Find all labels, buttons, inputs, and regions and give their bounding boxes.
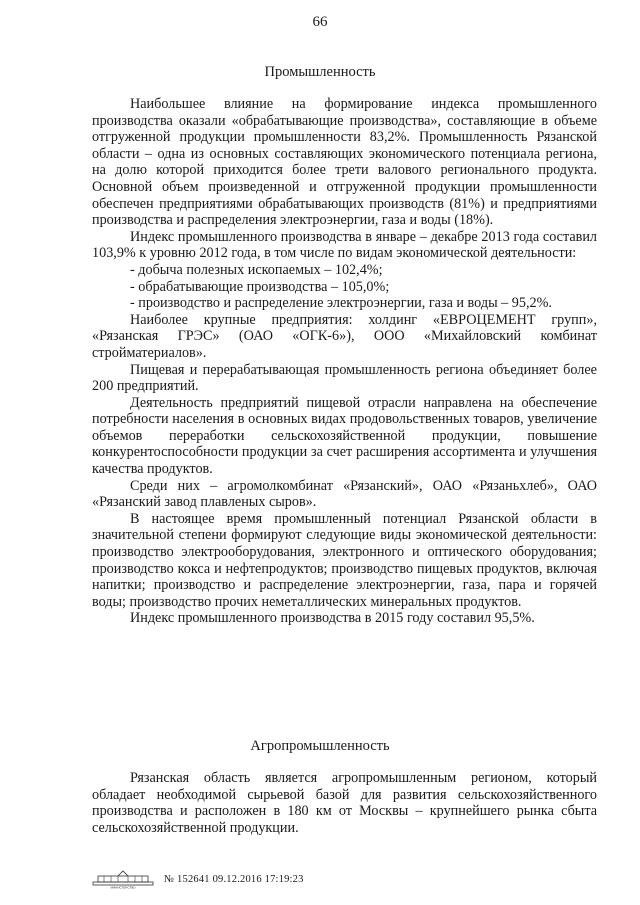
stamp-logo-caption: МИНИСТЕРСТВО bbox=[110, 885, 136, 889]
list-item: - обрабатывающие производства – 105,0%; bbox=[130, 278, 390, 295]
stamp-registration-text: № 152641 09.12.2016 17:19:23 bbox=[164, 873, 304, 885]
paragraph: Индекс промышленного производства в январе – декабре 2013 года составил 103,9% к уровню 2012 года, в том числе по видам экономической деятельности: bbox=[92, 228, 597, 262]
paragraph: Наиболее крупные предприятия: холдинг «ЕВРОЦЕМЕНТ групп», «Рязанская ГРЭС» (ОАО «ОГК-6»), ООО «Михайловский комбинат стройматериалов». bbox=[92, 311, 597, 361]
list-item: - производство и распределение электроэнергии, газа и воды – 95,2%. bbox=[130, 295, 552, 312]
section-title-industry: Промышленность bbox=[264, 64, 376, 80]
section-body-agro bbox=[92, 770, 597, 836]
paragraph: В настоящее время промышленный потенциал Рязанской области в значительной степени формируют следующие виды экономической деятельности: производство электрооборудования, электронного и оптического оборудования; производство кокса и нефтепродуктов; производство пищевых продуктов, включая напитки; производство и распределение электроэнергии, газа, пара и горячей воды; производство прочих неметаллических минеральных продуктов. bbox=[92, 510, 597, 610]
paragraph: Индекс промышленного производства в 2015 году составил 95,5%. bbox=[130, 610, 535, 627]
paragraph: Среди них – агромолкомбинат «Рязанский», ОАО «Рязаньхлеб», ОАО «Рязанский завод плавленых сыров». bbox=[92, 477, 597, 511]
section-body-industry bbox=[92, 96, 597, 627]
list-item: - добыча полезных ископаемых – 102,4%; bbox=[130, 261, 383, 278]
section-title-agro: Агропромышленность bbox=[250, 738, 390, 754]
page-number: 66 bbox=[312, 14, 328, 30]
paragraph: Деятельность предприятий пищевой отрасли направлена на обеспечение потребности населения в основных видах продовольственных товаров, увеличение объемов переработки сельскохозяйственной продукции, повышение конкурентоспособности продукции за счет расширения ассортимента и улучшения качества продуктов. bbox=[92, 394, 597, 478]
paragraph: Пищевая и перерабатывающая промышленность региона объединяет более 200 предприятий. bbox=[92, 361, 597, 395]
paragraph: Рязанская область является агропромышленным регионом, который обладает необходимой сырьевой базой для развития сельскохозяйственного производства и расположен в 180 км от Москвы – крупнейшего рынка сбыта сельскохозяйственной продукции. bbox=[92, 770, 597, 836]
paragraph: Наибольшее влияние на формирование индекса промышленного производства оказали «обрабатывающие производства», составляющие в объеме отгруженной продукции промышленности 83,2%. Промышленность Рязанской области – одна из основных составляющих экономического потенциала региона, на долю которой приходится более трети валового регионального продукта. Основной объем произведенной и отгруженной продукции промышленности обеспечен предприятиями обрабатывающих производств (81%) и предприятиями производства и распределения электроэнергии, газа и воды (18%). bbox=[92, 96, 597, 229]
document-stamp bbox=[92, 868, 304, 890]
building-stamp-icon bbox=[92, 869, 154, 889]
